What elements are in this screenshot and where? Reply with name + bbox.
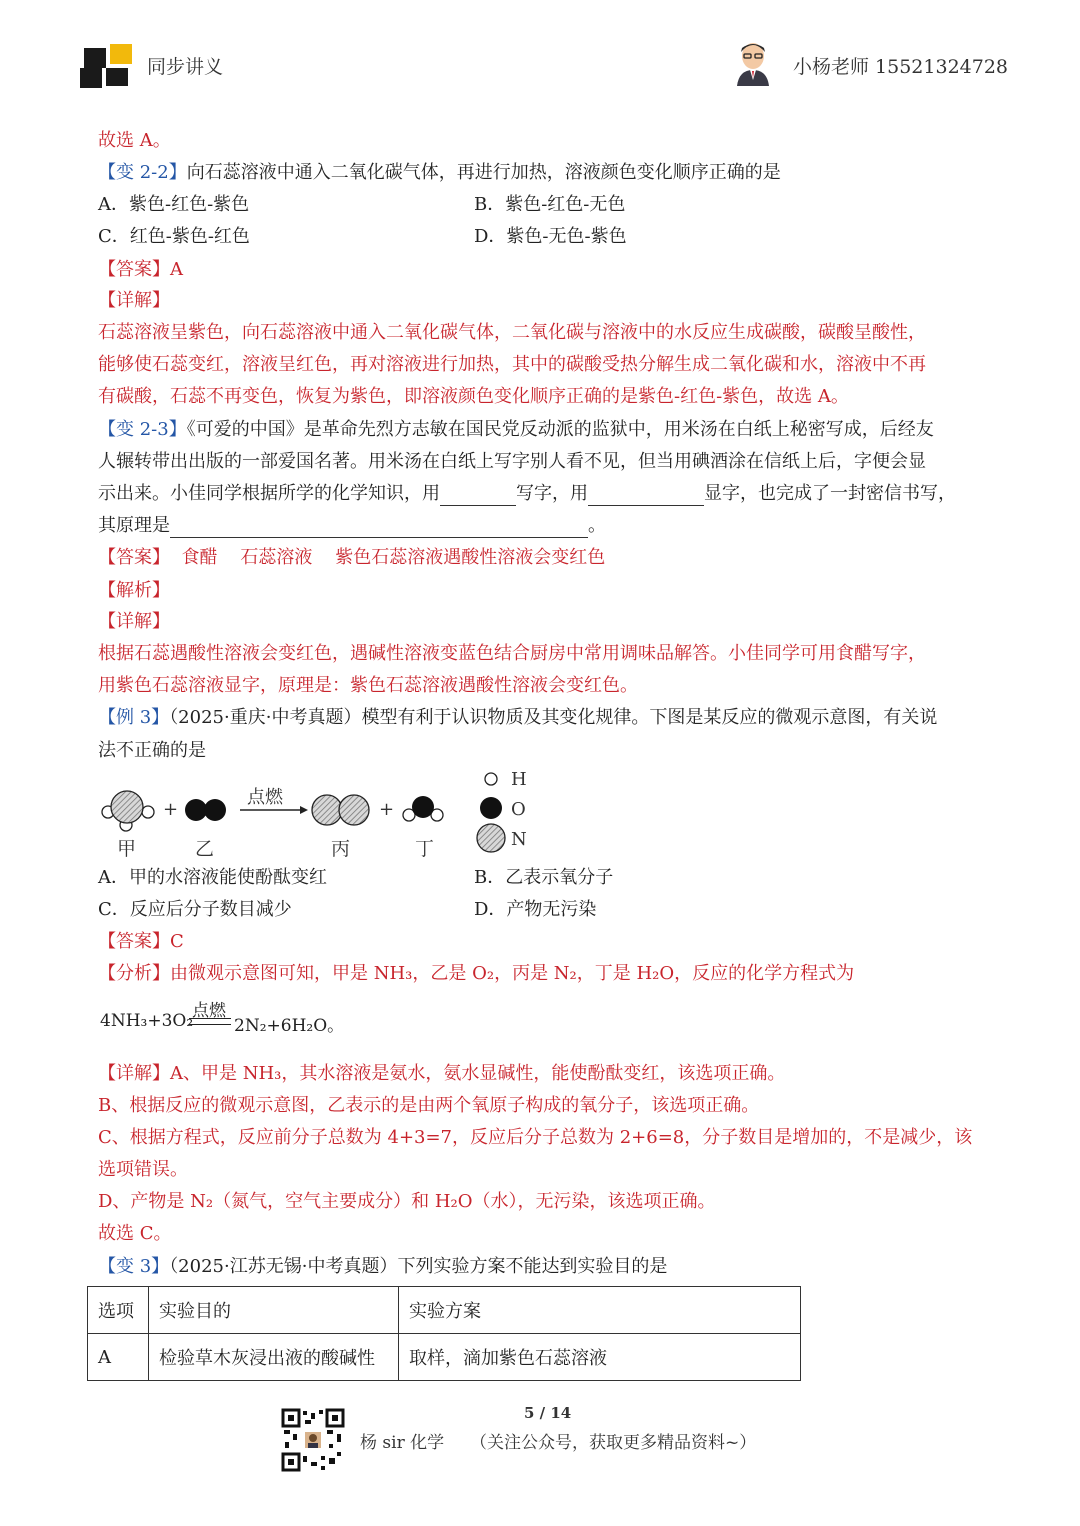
answer-line: 【答案】C [98,931,184,952]
legend-h-label: H [511,769,527,790]
detail-text: A、甲是 NH₃，其水溶液是氨水，氨水显碱性，能使酚酞变红，该选项正确。 [170,1063,786,1084]
logo-icon [80,44,136,88]
equation-left: 4NH₃+3O₂ [100,1011,194,1031]
table-header-row [88,1287,801,1334]
text-segment: 显字，也完成了一封密信书写， [704,483,956,504]
chemical-equation [100,996,360,1036]
plus-sign: + [379,799,395,820]
detail-text: D、产物是 N₂（氮气，空气主要成分）和 H₂O（水），无污染，该选项正确。 [98,1191,716,1212]
reaction-diagram [95,765,545,865]
detail-tag: 【详解】 [98,1063,170,1084]
conclusion-line: 故选 A。 [98,130,171,151]
legend-n-icon [477,824,505,852]
question-v22 [98,161,781,185]
fill-blank [170,517,588,538]
table-header: 实验目的 [149,1287,399,1334]
equals-sign [189,1018,231,1025]
analysis-tag: 【解析】 [98,580,170,601]
label-yi: 乙 [195,838,215,860]
question-text: 法不正确的是 [98,740,206,761]
question-text: 向石蕊溶液中通入二氧化碳气体，再进行加热，溶液颜色变化顺序正确的是 [186,162,781,183]
analysis-text: 由微观示意图可知，甲是 NH₃，乙是 O₂，丙是 N₂，丁是 H₂O，反应的化学方程式为 [170,963,855,984]
detail-text: 能够使石蕊变红，溶液呈红色，再对溶液进行加热，其中的碳酸受热分解生成二氧化碳和水，溶液中不再 [98,354,926,375]
molecule-h2o [403,796,443,821]
brand-name: 杨 sir 化学 [360,1433,445,1453]
detail-line [98,1062,785,1086]
question-text: （2025·重庆·中考真题）模型有利于认识物质及其变化规律。下图是某反应的微观示意图，有关说 [169,707,938,728]
avatar [733,40,773,86]
equation-right: 2N₂+6H₂O。 [234,1016,345,1036]
question-tag: 【变 2-3】 [98,419,187,440]
legend-o-label: O [511,799,526,820]
conclusion-line: 故选 C。 [98,1223,172,1244]
option-d: D．产物无污染 [474,899,597,920]
molecule-o2 [185,799,226,821]
option-d: D．紫色-无色-紫色 [474,226,627,247]
question-text-blanks [98,514,606,538]
label-bing: 丙 [331,838,351,860]
question-tag: 【变 3】 [98,1256,170,1277]
table-cell: A [88,1334,149,1381]
question-tag: 【变 2-2】 [98,162,187,183]
detail-text: 石蕊溶液呈紫色，向石蕊溶液中通入二氧化碳气体，二氧化碳与溶液中的水反应生成碳酸，碳酸呈酸性， [98,322,926,343]
text-segment: 示出来。小佳同学根据所学的化学知识，用 [98,483,440,504]
question-v23 [98,418,934,442]
answer-line: 【答案】A [98,259,183,280]
fill-blank [588,485,704,506]
option-a: A．紫色-红色-紫色 [98,194,250,215]
detail-text: 选项错误。 [98,1159,188,1180]
question-v3 [98,1255,667,1279]
table-cell: 检验草木灰浸出液的酸碱性 [149,1334,399,1381]
legend-n-label: N [511,829,527,850]
table-header: 选项 [88,1287,149,1334]
footer-note: （关注公众号，获取更多精品资料~） [470,1433,757,1453]
detail-text: 用紫色石蕊溶液显字，原理是：紫色石蕊溶液遇酸性溶液会变红色。 [98,675,638,696]
experiment-table [87,1286,801,1381]
detail-tag: 【详解】 [98,611,170,632]
detail-text: B、根据反应的微观示意图，乙表示的是由两个氧原子构成的氧分子，该选项正确。 [98,1095,760,1116]
option-a: A．甲的水溶液能使酚酞变红 [98,867,327,888]
detail-text: C、根据方程式，反应前分子总数为 4+3=7，反应后分子总数为 2+6=8，分子数目是增加的，不是减少，该 [98,1127,973,1148]
label-jia: 甲 [117,838,137,860]
detail-text: 有碳酸，石蕊不再变色，恢复为紫色，即溶液颜色变化顺序正确的是紫色-红色-紫色，故选 A。 [98,386,849,407]
question-text: （2025·江苏无锡·中考真题）下列实验方案不能达到实验目的是 [169,1256,668,1277]
text-segment: 。 [588,515,606,536]
question-text: 《可爱的中国》是革命先烈方志敏在国民党反动派的监狱中，用米汤在白纸上秘密写成，后经友 [186,419,934,440]
qr-code-icon [281,1408,345,1472]
header-title: 同步讲义 [147,56,224,78]
teacher-contact: 小杨老师 15521324728 [793,56,1009,78]
table-header: 实验方案 [399,1287,801,1334]
equation-condition: 点燃 [192,1001,226,1021]
option-b: B．紫色-红色-无色 [474,194,626,215]
molecule-n2 [312,795,369,825]
label-ding: 丁 [415,838,435,860]
arrow-head-icon [300,806,308,814]
example-3 [98,706,937,730]
arrow-condition: 点燃 [247,787,283,808]
fill-blank [440,485,516,506]
text-segment: 其原理是 [98,515,170,536]
legend-o-icon [480,797,502,819]
table-cell: 取样，滴加紫色石蕊溶液 [399,1334,801,1381]
page-number: 5 / 14 [524,1404,572,1422]
molecule-nh3 [102,791,154,831]
option-c: C．红色-紫色-红色 [98,226,250,247]
analysis-tag: 【分析】 [98,963,170,984]
option-b: B．乙表示氧分子 [474,867,614,888]
analysis-line [98,962,854,986]
table-row [88,1334,801,1381]
detail-tag: 【详解】 [98,290,170,311]
answer-line: 【答案】 食醋 石蕊溶液 紫色石蕊溶液遇酸性溶液会变红色 [98,547,606,568]
question-text-blanks [98,482,956,506]
legend-h-icon [485,773,497,785]
plus-sign: + [163,799,179,820]
question-tag: 【例 3】 [98,707,170,728]
question-text: 人辗转带出出版的一部爱国名著。用米汤在白纸上写字别人看不见，但当用碘酒涂在信纸上后，字便会显 [98,451,926,472]
text-segment: 写字，用 [516,483,588,504]
detail-text: 根据石蕊遇酸性溶液会变红色，遇碱性溶液变蓝色结合厨房中常用调味品解答。小佳同学可用食醋写字， [98,643,926,664]
option-c: C．反应后分子数目减少 [98,899,292,920]
